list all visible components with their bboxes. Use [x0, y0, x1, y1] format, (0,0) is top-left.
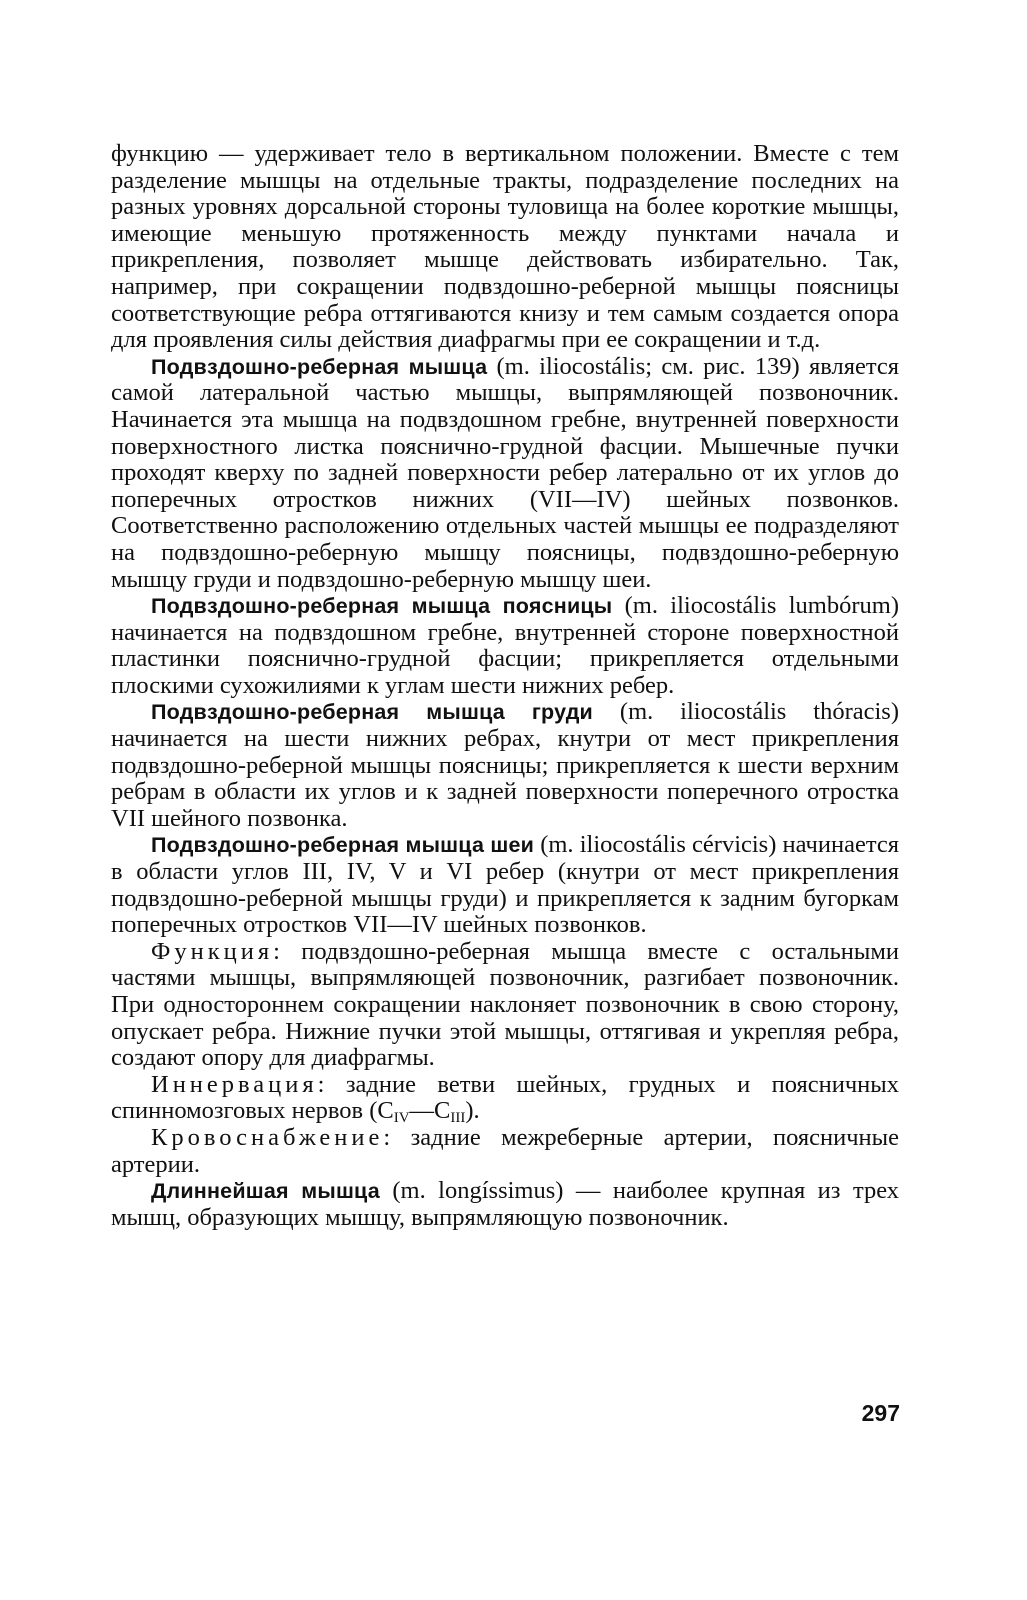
- paragraph-iliocostalis-cervicis: [111, 832, 899, 938]
- label-innervation: Иннервация: [151, 1070, 318, 1098]
- paragraph-iliocostalis-lumborum: [111, 593, 899, 699]
- label-blood-supply: Кровоснабжение: [151, 1123, 384, 1151]
- paragraph-innervation: [111, 1072, 899, 1125]
- paragraph-text: : задние ветви шейных, грудных и поясничных спинномозговых нервов (C: [111, 1070, 899, 1125]
- subscript-iii: III: [450, 1110, 466, 1127]
- paragraph-text: (m. longíssimus) — наиболее крупная из трех мышц, образующих мышцу, выпрямляющую позвоночник.: [111, 1177, 899, 1231]
- paragraph-text: (m. iliocostális thóracis) начинается на шести нижних ребрах, кнутри от мест прикрепления подвздошно-реберной мышцы поясницы; прикрепляется к шести верхним ребрам в области их углов и к задней поверхности поперечного отростка VII шейного позвонка.: [111, 698, 899, 832]
- page-number: 297: [861, 1400, 900, 1426]
- subscript-iv: IV: [393, 1110, 410, 1127]
- paragraph-text: (m. iliocostális cérvicis) начинается в области углов III, IV, V и VI ребер (кнутри от мест прикрепления подвздошно-реберной мышцы груди) и прикрепляется к задним бугоркам поперечных отростков VII—IV шейных позвонков.: [111, 831, 899, 939]
- paragraph-text: : подвздошно-реберная мышца вместе с остальными частями мышцы, выпрямляющей позвоночник, разгибает позвоночник. При одностороннем сокращении наклоняет позвоночник в свою сторону, опускает ребра. Нижние пучки этой мышцы, оттягивая и укрепляя ребра, создают опору для диафрагмы.: [111, 937, 899, 1072]
- paragraph-text-end: ).: [465, 1097, 480, 1125]
- term-iliocostalis-cervicis: Подвздошно-реберная мышца шеи: [151, 833, 535, 858]
- paragraph-text: (m. iliocostális; см. рис. 139) является самой латеральной частью мышцы, выпрямляющей позвоночник. Начинается эта мышца на подвздошном гребне, внутренней поверхности поверхностного листка пояснично-грудной фасции. Мышечные пучки проходят кверху по задней поверхности ребер латерально от их углов до поперечных отростков нижних (VII—IV) шейных позвонков. Соответственно расположению отдельных частей мышцы ее подразделяют на подвздошно-реберную мышцу поясницы, подвздошно-реберную мышцу груди и подвздошно-реберную мышцу шеи.: [111, 352, 899, 593]
- term-longissimus: Длиннейшая мышца: [151, 1179, 380, 1204]
- paragraph-text: (m. iliocostális lumbórum) начинается на подвздошном гребне, внутренней стороне поверхностной пластинки пояснично-грудной фасции; прикрепляется отдельными плоскими сухожилиями к углам шести нижних ребер.: [111, 592, 899, 699]
- term-iliocostalis-thoracis: Подвздошно-реберная мышца груди: [151, 700, 593, 725]
- label-function: Функция: [151, 937, 274, 965]
- paragraph-blood-supply: [111, 1125, 899, 1178]
- paragraph-text: функцию — удерживает тело в вертикальном положении. Вместе с тем разделение мышцы на отдельные тракты, подразделение последних на разных уровнях дорсальной стороны туловища на более короткие мышцы, имеющие меньшую протяженность между пунктами начала и прикрепления, позволяет мышце действовать избирательно. Так, например, при сокращении подвздошно-реберной мышцы поясницы соответствующие ребра оттягиваются книзу и тем самым создается опора для проявления силы действия диафрагмы при ее сокращении и т.д.: [111, 140, 899, 354]
- paragraph-iliocostalis: [111, 354, 899, 593]
- paragraph-iliocostalis-thoracis: [111, 699, 899, 832]
- paragraph-longissimus: [111, 1178, 899, 1231]
- paragraph-text: : задние межреберные артерии, поясничные артерии.: [111, 1123, 899, 1178]
- term-iliocostalis-lumborum: Подвздошно-реберная мышца поясницы: [151, 594, 613, 619]
- paragraph-function: [111, 939, 899, 1072]
- paragraph-function-continuation: [111, 141, 899, 354]
- term-iliocostalis: Подвздошно-реберная мышца: [151, 354, 488, 379]
- page-body: [111, 141, 899, 1231]
- paragraph-text-mid: —C: [409, 1097, 451, 1125]
